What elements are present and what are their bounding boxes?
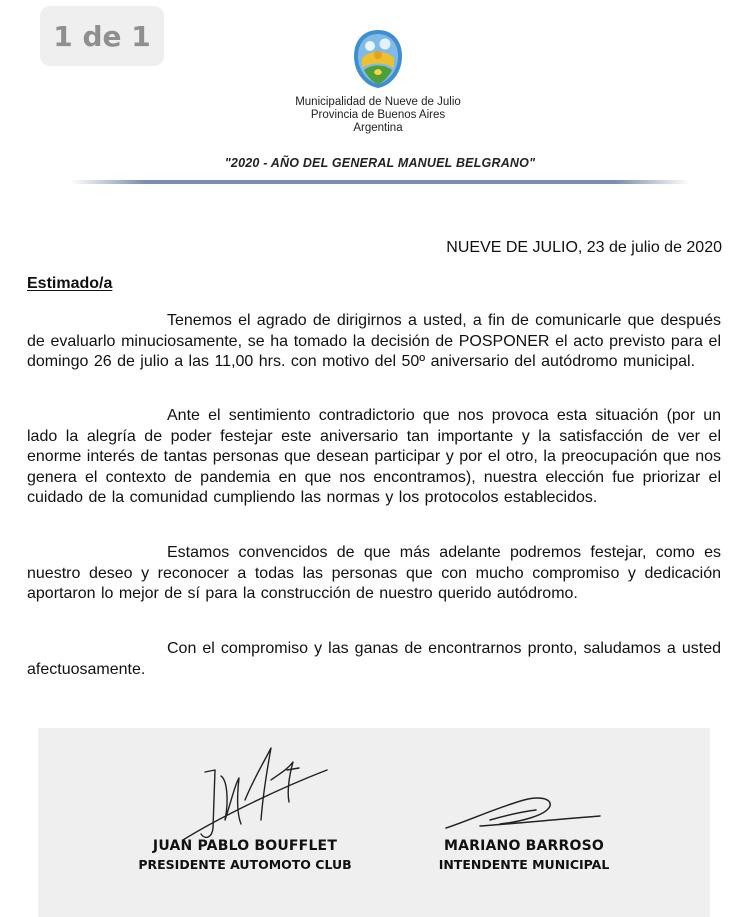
handwritten-signature-icon [440,790,610,835]
letter-paragraph: Tenemos el agrado de dirigirnos a usted, a fin de comunicarle que después de evaluarlo minuciosamente, se ha tomado la decisión de POSPONER el acto previsto para el domingo 26 de julio a las 11,00 hrs. con motivo del 50º aniversario del autódromo municipal. [27,312,721,370]
handwritten-signature-icon [175,740,335,850]
letter-paragraph: Con el compromiso y las ganas de encontrarnos pronto, saludamos a usted afectuosamente. [27,640,721,678]
signatory-block [125,838,365,872]
letter-paragraph: Ante el sentimiento contradictorio que nos provoca esta situación (por un lado la alegría de poder festejar este aniversario tan importante y la satisfacción de ver el enorme interés de tantas personas que desean participar y por el otro, la preocupación que nos genera el contexto de pandemia en que nos encontramos), nuestra elección fue priorizar el cuidado de la comunidad cumpliendo las normas y los protocolos establecidos. [27,407,721,506]
letterhead-organization [200,96,556,135]
page-indicator: 1 de 1 [40,6,164,66]
signatory-role: INTENDENTE MUNICIPAL [438,857,610,872]
municipal-crest-icon [352,28,404,90]
signatory-name: JUAN PABLO BOUFFLET [152,838,338,854]
letter-date: NUEVE DE JULIO, 23 de julio de 2020 [446,239,722,256]
signatory-name: MARIANO BARROSO [443,838,605,854]
org-province: Provincia de Buenos Aires [310,109,446,121]
signatory-block [404,838,644,872]
letter-salutation: Estimado/a [27,275,113,292]
signatory-role: PRESIDENTE AUTOMOTO CLUB [138,857,352,872]
letterhead-motto: "2020 - AÑO DEL GENERAL MANUEL BELGRANO" [224,156,536,170]
letterhead-divider [70,180,690,184]
org-country: Argentina [353,122,403,134]
letter-paragraph: Estamos convencidos de que más adelante podremos festejar, como es nuestro deseo y reconocer a todas las personas que con mucho compromiso y dedicación aportaron lo mejor de sí para la construcción de nuestro querido autódromo. [27,544,721,602]
org-name: Municipalidad de Nueve de Julio [295,96,461,108]
